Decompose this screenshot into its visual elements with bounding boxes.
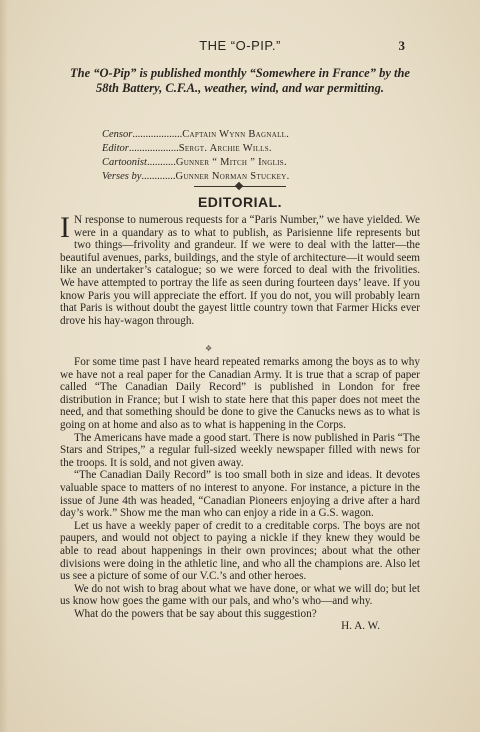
editorial-heading: EDITORIAL.	[197, 194, 283, 210]
leader-dots: ...................	[128, 143, 179, 154]
credit-role: Verses by	[102, 171, 142, 182]
page-number: 3	[398, 38, 405, 53]
paragraph	[60, 211, 420, 327]
paragraph: “The Canadian Daily Record” is too small both in size and ideas. It devotes valuable space to matters of no interest to anyone. For instance, a picture in the issue of June 4th was headed, “Canadian Pioneers enjoying a drive after a hard day’s work.” Show me the man who can enjoy a ride in a G.S. wagon.	[60, 469, 420, 520]
running-header	[0, 38, 480, 54]
paragraph: The Americans have made a good start. There is now published in Paris “The Stars and Stripes,” a regular full-sized weekly newspaper filled with news for the troops. It is sold, and not given away.	[60, 431, 420, 469]
leader-dots: ...........	[146, 157, 176, 168]
credit-name: Gunner Norman Stuckey.	[175, 171, 290, 182]
credit-name: Sergt. Archie Wills.	[178, 143, 272, 154]
leader-dots: .............	[141, 171, 176, 182]
publication-note: The “O-Pip” is published monthly “Somewhere in France” by the 58th Battery, C.F.A., weather, wind, and war permitting.	[70, 66, 410, 95]
paragraph-text: N response to numerous requests for a “Paris Number,” we have yielded. We were in a quandary as to what to publish, as Parisienne life represents but two things—frivolity and grandeur. If we were to deal with the latter—the beautiful avenues, parks, buildings, and the style of architecture—it would seem like an undertaker’s catalogue; so we were forced to deal with the frivolities. We have attempted to portray the life as seen during fourteen days’ leave. If you know Paris you will appreciate the effort. If you do not, you will probably learn that Paris is without doubt the gayest little country town that Farmer Hicks ever drove his hay-wagon through.	[60, 214, 420, 327]
credit-row	[102, 142, 402, 156]
staff-credits	[102, 128, 402, 184]
paragraph: Let us have a weekly paper of credit to a creditable corps. The boys are not paupers, and would not object to paying a nickle if they knew they would be able to read about happenings in their own provinces; about what the other divisions were doing in the athletic line, and who all the champions are. Also let us see a picture of some of our V.C.’s and other heroes.	[60, 519, 420, 583]
magazine-title: THE “O-PIP.”	[199, 38, 281, 53]
editorial-intro-paragraph	[60, 211, 420, 327]
credit-row	[102, 156, 402, 170]
paragraph: What do the powers that be say about this suggestion?	[74, 607, 317, 620]
credit-name: Gunner “ Mitch ” Inglis.	[175, 157, 287, 168]
credit-role: Cartoonist	[102, 157, 147, 168]
credit-name: Captain Wynn Bagnall.	[182, 129, 290, 140]
section-separator-icon: ❖	[205, 344, 213, 353]
paragraph: For some time past I have heard repeated remarks among the boys as to why we have not a real paper for the Canadian Army. It is true that a scrap of paper called “The Canadian Daily Record” is published in London for free distribution in France; but I wish to state here that this paper does not meet the need, and that something should be done to give the Canucks news as to what is going on at home and also as to what is happening in the Corps.	[60, 356, 420, 431]
credit-row	[102, 170, 402, 184]
leader-dots: ...................	[132, 129, 183, 140]
author-signature: H. A. W.	[341, 620, 380, 633]
credit-role: Censor	[102, 129, 133, 140]
drop-cap: I	[60, 211, 70, 244]
credit-role: Editor	[102, 143, 129, 154]
binding-shadow	[0, 0, 8, 732]
paragraph: We do not wish to brag about what we have done, or what we will do; but let us know how goes the game with our pals, and who’s who—and why.	[60, 582, 420, 608]
editorial-body	[60, 356, 420, 633]
credit-row	[102, 128, 402, 142]
